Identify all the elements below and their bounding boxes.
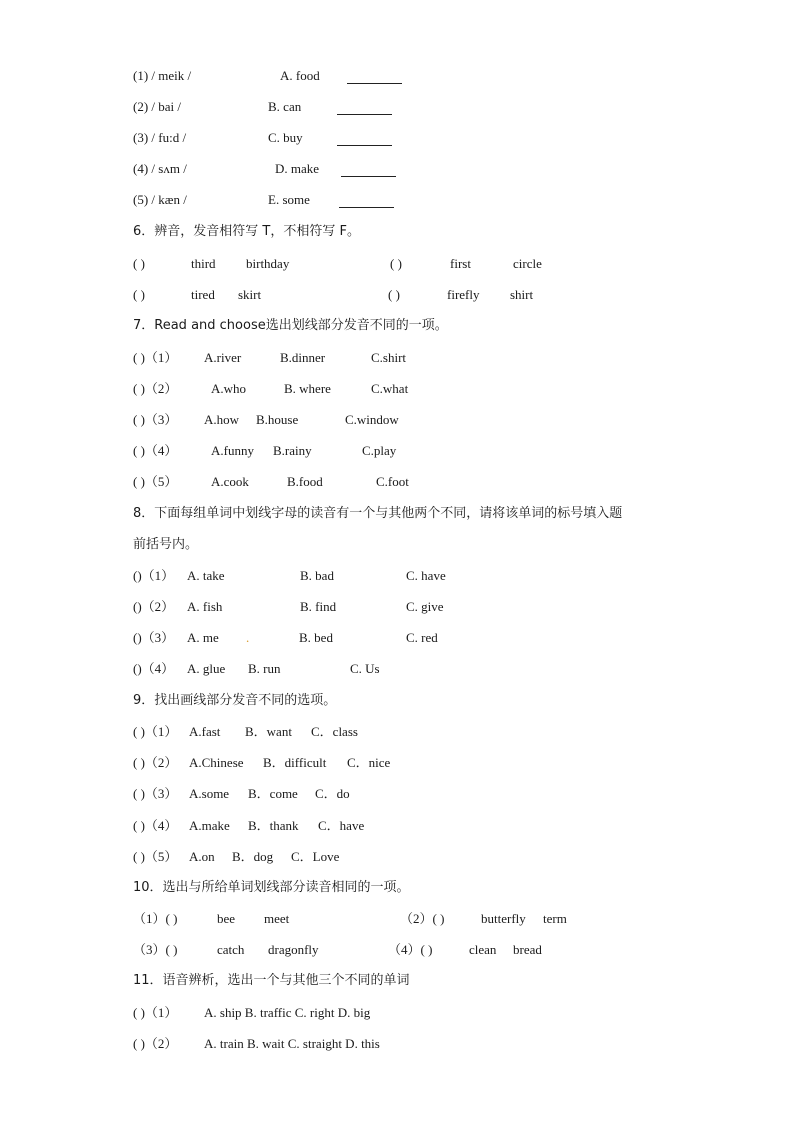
option-c: C.shirt xyxy=(371,350,407,365)
answer-parens[interactable]: ( )（5） xyxy=(133,474,178,489)
phonetic-item: (4) / sʌm / xyxy=(133,161,187,176)
answer-parens[interactable]: （1）( ) xyxy=(133,911,178,926)
word: first xyxy=(450,256,471,271)
q8-title-line2: 前括号内。 xyxy=(133,537,199,552)
option-a: A.on xyxy=(189,849,215,864)
option-c: C．class xyxy=(311,724,358,739)
option-c: C. give xyxy=(406,599,444,614)
option-a: A.some xyxy=(189,786,230,801)
answer-parens[interactable]: ()（2） xyxy=(133,599,175,614)
option-a: A.funny xyxy=(211,443,254,458)
word: bread xyxy=(513,942,542,957)
option-b: B．want xyxy=(245,724,292,739)
option-a: A.river xyxy=(204,350,242,365)
option-a: A. me xyxy=(187,630,219,645)
options-line: A. train B. wait C. straight D. this xyxy=(204,1036,380,1051)
word: term xyxy=(543,911,567,926)
word: clean xyxy=(469,942,497,957)
word: meet xyxy=(264,911,290,926)
q10-title: 10．选出与所给单词划线部分读音相同的一项。 xyxy=(133,880,410,895)
q11-title: 11．语音辨析，选出一个与其他三个不同的单词 xyxy=(133,973,410,988)
word: shirt xyxy=(510,287,534,302)
word: skirt xyxy=(238,287,262,302)
option-b: B.dinner xyxy=(280,350,326,365)
options-line: A. ship B. traffic C. right D. big xyxy=(204,1005,371,1020)
word: third xyxy=(191,256,216,271)
answer-blank[interactable] xyxy=(337,101,392,115)
answer-blank[interactable] xyxy=(339,194,394,208)
option-a: A. fish xyxy=(187,599,223,614)
option-c: C．have xyxy=(318,818,365,833)
option-b: B. bad xyxy=(300,568,334,583)
word-option: E. some xyxy=(268,192,310,207)
word: bee xyxy=(217,911,236,926)
q6-title: 6．辨音，发音相符写 T，不相符写 F。 xyxy=(133,224,360,239)
word: circle xyxy=(513,256,542,271)
option-a: A.fast xyxy=(189,724,221,739)
q7-title: 7．Read and choose选出划线部分发音不同的一项。 xyxy=(133,318,448,333)
phonetic-item: (5) / kæn / xyxy=(133,192,187,207)
word: catch xyxy=(217,942,245,957)
answer-parens[interactable]: ()（3） xyxy=(133,630,175,645)
option-b: B. bed xyxy=(299,630,333,645)
answer-parens[interactable]: ( )（2） xyxy=(133,1036,178,1051)
option-c: C．do xyxy=(315,786,350,801)
answer-blank[interactable] xyxy=(341,163,396,177)
answer-parens[interactable]: （2）( ) xyxy=(400,911,445,926)
answer-parens[interactable]: ( )（2） xyxy=(133,381,178,396)
stray-dot-mark: . xyxy=(246,630,250,645)
word-option: C. buy xyxy=(268,130,303,145)
answer-parens[interactable]: ( )（5） xyxy=(133,849,178,864)
word: firefly xyxy=(447,287,480,302)
option-c: C.play xyxy=(362,443,397,458)
word: dragonfly xyxy=(268,942,319,957)
answer-parens[interactable]: ( )（1） xyxy=(133,1005,178,1020)
phonetic-item: (2) / bai / xyxy=(133,99,182,114)
answer-parens[interactable]: ( ) xyxy=(133,256,145,271)
answer-parens[interactable]: ( )（3） xyxy=(133,786,178,801)
answer-parens[interactable]: （3）( ) xyxy=(133,942,178,957)
option-c: C. red xyxy=(406,630,438,645)
option-c: C．nice xyxy=(347,755,391,770)
option-b: B. where xyxy=(284,381,331,396)
answer-parens[interactable]: ( ) xyxy=(133,287,145,302)
option-c: C. have xyxy=(406,568,446,583)
answer-blank[interactable] xyxy=(347,70,402,84)
phonetic-item: (3) / fu:d / xyxy=(133,130,187,145)
option-b: B．difficult xyxy=(263,755,327,770)
answer-parens[interactable]: ( ) xyxy=(388,287,400,302)
answer-parens[interactable]: ( )（3） xyxy=(133,412,178,427)
option-c: C.what xyxy=(371,381,409,396)
option-a: A.Chinese xyxy=(189,755,244,770)
option-a: A.cook xyxy=(211,474,249,489)
option-b: B.rainy xyxy=(273,443,312,458)
option-b: B. find xyxy=(300,599,337,614)
answer-parens[interactable]: ()（4） xyxy=(133,661,175,676)
word-option: A. food xyxy=(280,68,320,83)
option-b: B.house xyxy=(256,412,299,427)
option-a: A. take xyxy=(187,568,225,583)
word: tired xyxy=(191,287,215,302)
option-c: C.foot xyxy=(376,474,409,489)
word-option: B. can xyxy=(268,99,302,114)
option-b: B.food xyxy=(287,474,323,489)
answer-parens[interactable]: ( )（1） xyxy=(133,724,178,739)
option-b: B. run xyxy=(248,661,281,676)
option-a: A. glue xyxy=(187,661,226,676)
word: butterfly xyxy=(481,911,526,926)
answer-parens[interactable]: ( )（1） xyxy=(133,350,178,365)
option-c: C.window xyxy=(345,412,399,427)
answer-parens[interactable]: （4）( ) xyxy=(388,942,433,957)
word: birthday xyxy=(246,256,290,271)
q8-title-line1: 8．下面每组单词中划线字母的读音有一个与其他两个不同，请将该单词的标号填入题 xyxy=(133,506,623,521)
option-c: C. Us xyxy=(350,661,380,676)
answer-parens[interactable]: ( )（4） xyxy=(133,443,178,458)
answer-parens[interactable]: ( ) xyxy=(390,256,402,271)
q9-title: 9．找出画线部分发音不同的选项。 xyxy=(133,693,337,708)
option-b: B．dog xyxy=(232,849,274,864)
option-b: B．thank xyxy=(248,818,299,833)
option-b: B．come xyxy=(248,786,298,801)
option-a: A.make xyxy=(189,818,230,833)
phonetic-item: (1) / meik / xyxy=(133,68,192,83)
option-a: A.how xyxy=(204,412,240,427)
option-c: C．Love xyxy=(291,849,340,864)
answer-parens[interactable]: ( )（2） xyxy=(133,755,178,770)
word-option: D. make xyxy=(275,161,320,176)
answer-parens[interactable]: ()（1） xyxy=(133,568,175,583)
answer-parens[interactable]: ( )（4） xyxy=(133,818,178,833)
option-a: A.who xyxy=(211,381,247,396)
answer-blank[interactable] xyxy=(337,132,392,146)
